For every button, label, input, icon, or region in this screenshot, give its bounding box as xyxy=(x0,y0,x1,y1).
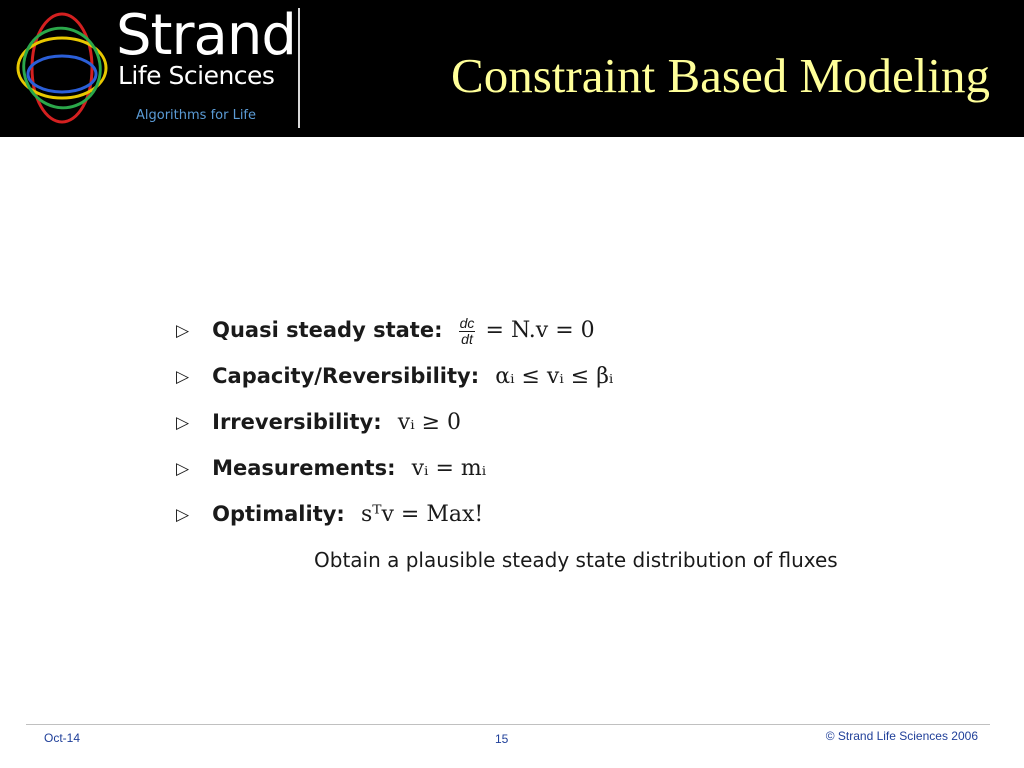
bullet-capacity-reversibility xyxy=(176,356,613,402)
bullet-label: Quasi steady state: xyxy=(212,318,443,342)
footer-divider xyxy=(26,724,990,725)
bullet-label: Optimality: xyxy=(212,502,345,526)
slide-header xyxy=(0,0,1024,137)
fraction-denominator: dt xyxy=(461,330,473,347)
bullet-label: Capacity/Reversibility: xyxy=(212,364,480,388)
constraint-list xyxy=(176,310,613,540)
bullet-expression: vᵢ = mᵢ xyxy=(411,456,487,481)
triangle-bullet-icon: ▷ xyxy=(176,321,190,342)
logo-wordmark-life-sciences: Life Sciences xyxy=(118,61,275,90)
footer-date: Oct-14 xyxy=(44,731,81,745)
header-divider xyxy=(298,8,300,128)
triangle-bullet-icon: ▷ xyxy=(176,367,190,388)
bullet-measurements xyxy=(176,448,613,494)
bullet-quasi-steady-state xyxy=(176,310,613,356)
triangle-bullet-icon: ▷ xyxy=(176,505,190,526)
bullet-label: Irreversibility: xyxy=(212,410,382,434)
bullet-optimality xyxy=(176,494,613,540)
bullet-expression: sᵀv = Max! xyxy=(360,502,484,527)
bullet-expression: = N.v = 0 xyxy=(485,318,595,343)
footer-copyright: © Strand Life Sciences 2006 xyxy=(825,729,978,743)
strand-logo-icon xyxy=(14,8,110,128)
bullet-label: Measurements: xyxy=(212,456,396,480)
bullet-irreversibility xyxy=(176,402,613,448)
triangle-bullet-icon: ▷ xyxy=(176,413,190,434)
logo-wordmark-strand: Strand xyxy=(116,3,296,68)
slide-title: Constraint Based Modeling xyxy=(451,48,990,103)
bullet-expression: vᵢ ≥ 0 xyxy=(397,410,462,435)
footer-page-number: 15 xyxy=(495,732,509,746)
triangle-bullet-icon: ▷ xyxy=(176,459,190,480)
conclusion-text: Obtain a plausible steady state distribution of fluxes xyxy=(314,548,838,572)
derivative-fraction xyxy=(459,316,476,347)
fraction-numerator: dc xyxy=(459,314,475,331)
logo-tagline: Algorithms for Life xyxy=(136,108,257,123)
bullet-expression: αᵢ ≤ vᵢ ≤ βᵢ xyxy=(495,364,614,389)
